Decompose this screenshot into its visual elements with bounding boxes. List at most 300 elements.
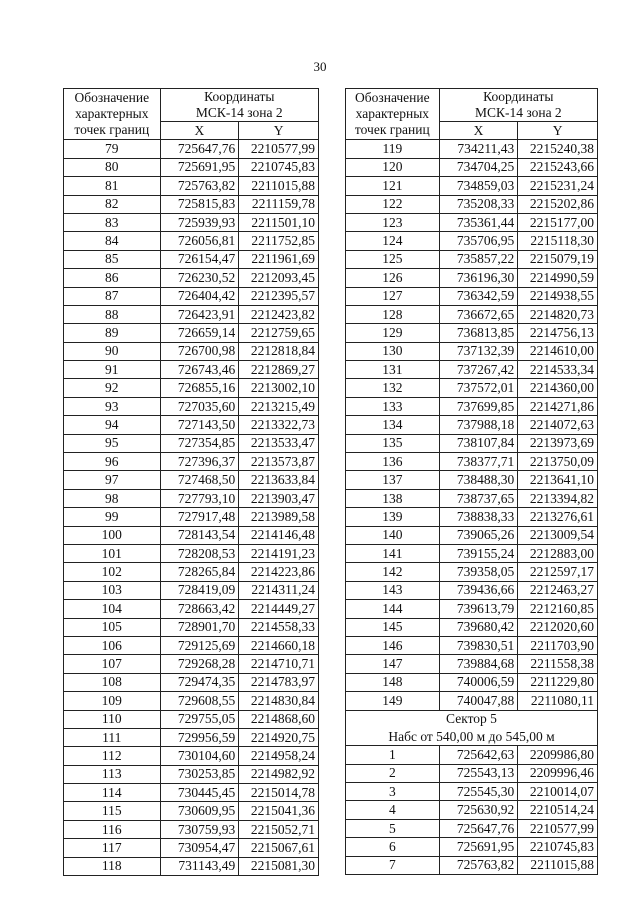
point-id: 110 — [64, 710, 161, 728]
table-row — [346, 471, 598, 489]
point-id: 143 — [346, 581, 440, 599]
point-id: 98 — [64, 489, 161, 507]
point-id: 138 — [346, 489, 440, 507]
table-row — [64, 305, 319, 323]
point-id: 144 — [346, 600, 440, 618]
table-row — [346, 508, 598, 526]
coord-y: 2211752,85 — [239, 232, 319, 250]
coord-x: 735857,22 — [439, 250, 518, 268]
coord-y: 2212463,27 — [518, 581, 598, 599]
table-row — [346, 324, 598, 342]
table-row — [346, 250, 598, 268]
table-row — [64, 618, 319, 636]
coord-y: 2209986,80 — [518, 746, 598, 764]
point-id: 121 — [346, 177, 440, 195]
point-id: 128 — [346, 305, 440, 323]
coord-y: 2212597,17 — [518, 563, 598, 581]
coord-y: 2214610,00 — [518, 342, 598, 360]
coord-y: 2214146,48 — [239, 526, 319, 544]
point-id: 122 — [346, 195, 440, 213]
coord-y: 2214710,71 — [239, 655, 319, 673]
point-id: 93 — [64, 397, 161, 415]
coord-y: 2214660,18 — [239, 636, 319, 654]
header-coordinates: Координаты МСК-14 зона 2 — [160, 89, 318, 122]
table-row — [64, 489, 319, 507]
table-row — [346, 140, 598, 158]
coord-y: 2213633,84 — [239, 471, 319, 489]
coord-x: 739358,05 — [439, 563, 518, 581]
coord-y: 2215202,86 — [518, 195, 598, 213]
coord-y: 2215081,30 — [239, 857, 319, 875]
coord-x: 737699,85 — [439, 397, 518, 415]
coord-x: 730609,95 — [160, 802, 239, 820]
table-row — [64, 434, 319, 452]
table-row — [64, 508, 319, 526]
point-id: 92 — [64, 379, 161, 397]
table-row — [64, 269, 319, 287]
coord-x: 736672,65 — [439, 305, 518, 323]
table-row — [64, 342, 319, 360]
coord-y: 2215041,36 — [239, 802, 319, 820]
table-row — [346, 801, 598, 819]
table-row — [64, 379, 319, 397]
coord-x: 726423,91 — [160, 305, 239, 323]
point-id: 102 — [64, 563, 161, 581]
table-row — [64, 471, 319, 489]
table-row — [64, 287, 319, 305]
table-row — [346, 232, 598, 250]
point-id: 132 — [346, 379, 440, 397]
table-row — [64, 361, 319, 379]
coord-x: 738838,33 — [439, 508, 518, 526]
coord-x: 739065,26 — [439, 526, 518, 544]
point-id: 120 — [346, 158, 440, 176]
header-coordinates: Координаты МСК-14 зона 2 — [439, 89, 597, 122]
coord-x: 736813,85 — [439, 324, 518, 342]
coord-x: 725763,82 — [439, 856, 518, 874]
point-id: 90 — [64, 342, 161, 360]
coord-x: 735208,33 — [439, 195, 518, 213]
coord-y: 2213750,09 — [518, 453, 598, 471]
point-id: 7 — [346, 856, 440, 874]
coord-y: 2213215,49 — [239, 397, 319, 415]
point-id: 136 — [346, 453, 440, 471]
coord-y: 2210514,24 — [518, 801, 598, 819]
coord-x: 739830,51 — [439, 636, 518, 654]
table-row — [346, 600, 598, 618]
point-id: 91 — [64, 361, 161, 379]
coord-y: 2214311,24 — [239, 581, 319, 599]
coord-y: 2215177,00 — [518, 213, 598, 231]
coord-x: 725939,93 — [160, 213, 239, 231]
point-id: 96 — [64, 453, 161, 471]
coord-x: 727396,37 — [160, 453, 239, 471]
coord-y: 2212869,27 — [239, 361, 319, 379]
table-row — [346, 544, 598, 562]
point-id: 86 — [64, 269, 161, 287]
coord-y: 2214990,59 — [518, 269, 598, 287]
coord-y: 2214982,92 — [239, 765, 319, 783]
coord-x: 727143,50 — [160, 416, 239, 434]
coord-y: 2214191,23 — [239, 544, 319, 562]
coord-y: 2213009,54 — [518, 526, 598, 544]
coord-y: 2212395,57 — [239, 287, 319, 305]
coord-x: 725647,76 — [160, 140, 239, 158]
coord-x: 725545,30 — [439, 783, 518, 801]
coord-y: 2211159,78 — [239, 195, 319, 213]
point-id: 124 — [346, 232, 440, 250]
coord-x: 740047,88 — [439, 692, 518, 710]
sector-subtitle: Набс от 540,00 м до 545,00 м — [346, 728, 598, 746]
table-row — [346, 655, 598, 673]
coord-x: 736342,59 — [439, 287, 518, 305]
point-id: 115 — [64, 802, 161, 820]
table-row — [346, 563, 598, 581]
table-row — [346, 618, 598, 636]
coord-y: 2213322,73 — [239, 416, 319, 434]
table-row — [346, 195, 598, 213]
coord-y: 2211501,10 — [239, 213, 319, 231]
coord-x: 730104,60 — [160, 747, 239, 765]
coord-x: 725543,13 — [439, 764, 518, 782]
coord-y: 2212160,85 — [518, 600, 598, 618]
coord-y: 2214756,13 — [518, 324, 598, 342]
point-id: 99 — [64, 508, 161, 526]
coord-x: 737267,42 — [439, 361, 518, 379]
table-row — [346, 526, 598, 544]
coord-y: 2214223,86 — [239, 563, 319, 581]
point-id: 5 — [346, 819, 440, 837]
coord-x: 727354,85 — [160, 434, 239, 452]
point-id: 105 — [64, 618, 161, 636]
coord-y: 2215067,61 — [239, 839, 319, 857]
point-id: 4 — [346, 801, 440, 819]
table-row — [64, 195, 319, 213]
coord-y: 2212818,84 — [239, 342, 319, 360]
coord-y: 2212883,00 — [518, 544, 598, 562]
table-row — [64, 600, 319, 618]
coord-y: 2214072,63 — [518, 416, 598, 434]
coord-x: 735361,44 — [439, 213, 518, 231]
point-id: 104 — [64, 600, 161, 618]
coord-y: 2210577,99 — [239, 140, 319, 158]
table-row — [64, 765, 319, 783]
coord-y: 2211080,11 — [518, 692, 598, 710]
table-row — [346, 783, 598, 801]
coord-x: 730759,93 — [160, 820, 239, 838]
header-point-name: Обозначение характерных точек границ — [64, 89, 161, 140]
table-row — [346, 692, 598, 710]
header-y: Y — [518, 122, 598, 140]
point-id: 125 — [346, 250, 440, 268]
table-row — [64, 250, 319, 268]
right-table-body — [346, 140, 598, 875]
coord-y: 2215240,38 — [518, 140, 598, 158]
coord-y: 2209996,46 — [518, 764, 598, 782]
point-id: 139 — [346, 508, 440, 526]
point-id: 82 — [64, 195, 161, 213]
coord-x: 739436,66 — [439, 581, 518, 599]
coord-x: 726056,81 — [160, 232, 239, 250]
point-id: 131 — [346, 361, 440, 379]
table-row — [346, 269, 598, 287]
coord-x: 726855,16 — [160, 379, 239, 397]
point-id: 108 — [64, 673, 161, 691]
table-row — [64, 747, 319, 765]
coord-x: 738737,65 — [439, 489, 518, 507]
table-row — [346, 305, 598, 323]
point-id: 111 — [64, 728, 161, 746]
coord-y: 2215243,66 — [518, 158, 598, 176]
coord-x: 725630,92 — [439, 801, 518, 819]
point-id: 107 — [64, 655, 161, 673]
table-row — [64, 213, 319, 231]
coord-y: 2210745,83 — [518, 838, 598, 856]
coord-x: 729608,55 — [160, 692, 239, 710]
point-id: 95 — [64, 434, 161, 452]
coord-y: 2213573,87 — [239, 453, 319, 471]
table-row — [346, 158, 598, 176]
table-row — [64, 453, 319, 471]
coord-y: 2212093,45 — [239, 269, 319, 287]
table-row — [346, 581, 598, 599]
left-table-body — [64, 140, 319, 876]
coord-x: 734859,03 — [439, 177, 518, 195]
point-id: 146 — [346, 636, 440, 654]
table-row — [346, 342, 598, 360]
table-row — [64, 397, 319, 415]
coord-y: 2214820,73 — [518, 305, 598, 323]
coord-x: 728901,70 — [160, 618, 239, 636]
coord-x: 739155,24 — [439, 544, 518, 562]
coord-x: 725691,95 — [160, 158, 239, 176]
coord-y: 2215052,71 — [239, 820, 319, 838]
coord-x: 726743,46 — [160, 361, 239, 379]
coord-y: 2214868,60 — [239, 710, 319, 728]
table-row — [64, 158, 319, 176]
point-id: 81 — [64, 177, 161, 195]
point-id: 80 — [64, 158, 161, 176]
point-id: 1 — [346, 746, 440, 764]
coord-y: 2211015,88 — [239, 177, 319, 195]
coord-x: 727917,48 — [160, 508, 239, 526]
coord-x: 725647,76 — [439, 819, 518, 837]
coord-y: 2213533,47 — [239, 434, 319, 452]
coord-x: 726230,52 — [160, 269, 239, 287]
table-row — [346, 673, 598, 691]
coord-y: 2215014,78 — [239, 784, 319, 802]
coord-x: 740006,59 — [439, 673, 518, 691]
point-id: 140 — [346, 526, 440, 544]
point-id: 137 — [346, 471, 440, 489]
header-x: X — [439, 122, 518, 140]
coord-x: 730253,85 — [160, 765, 239, 783]
coord-y: 2214783,97 — [239, 673, 319, 691]
point-id: 129 — [346, 324, 440, 342]
point-id: 79 — [64, 140, 161, 158]
coord-y: 2211558,38 — [518, 655, 598, 673]
table-row — [64, 177, 319, 195]
point-id: 118 — [64, 857, 161, 875]
point-id: 112 — [64, 747, 161, 765]
coord-x: 728265,84 — [160, 563, 239, 581]
point-id: 97 — [64, 471, 161, 489]
point-id: 87 — [64, 287, 161, 305]
table-row — [346, 213, 598, 231]
coord-y: 2213394,82 — [518, 489, 598, 507]
table-row — [64, 636, 319, 654]
coord-x: 726659,14 — [160, 324, 239, 342]
coord-y: 2215231,24 — [518, 177, 598, 195]
table-row — [64, 673, 319, 691]
table-row — [64, 692, 319, 710]
point-id: 88 — [64, 305, 161, 323]
coord-y: 2214958,24 — [239, 747, 319, 765]
table-row — [346, 819, 598, 837]
point-id: 145 — [346, 618, 440, 636]
point-id: 106 — [64, 636, 161, 654]
coord-y: 2215118,30 — [518, 232, 598, 250]
point-id: 100 — [64, 526, 161, 544]
point-id: 101 — [64, 544, 161, 562]
coord-x: 730445,45 — [160, 784, 239, 802]
point-id: 142 — [346, 563, 440, 581]
table-row — [64, 857, 319, 875]
coord-x: 725642,63 — [439, 746, 518, 764]
coord-y: 2212759,65 — [239, 324, 319, 342]
point-id: 114 — [64, 784, 161, 802]
coord-y: 2214830,84 — [239, 692, 319, 710]
table-row — [64, 324, 319, 342]
coord-y: 2211229,80 — [518, 673, 598, 691]
coord-x: 730954,47 — [160, 839, 239, 857]
point-id: 2 — [346, 764, 440, 782]
table-row — [346, 838, 598, 856]
coord-y: 2214938,55 — [518, 287, 598, 305]
coord-y: 2213973,69 — [518, 434, 598, 452]
coord-x: 729268,28 — [160, 655, 239, 673]
coord-x: 737572,01 — [439, 379, 518, 397]
point-id: 89 — [64, 324, 161, 342]
coord-x: 728663,42 — [160, 600, 239, 618]
coord-y: 2211015,88 — [518, 856, 598, 874]
point-id: 3 — [346, 783, 440, 801]
point-id: 84 — [64, 232, 161, 250]
coord-y: 2214360,00 — [518, 379, 598, 397]
coord-x: 735706,95 — [439, 232, 518, 250]
point-id: 123 — [346, 213, 440, 231]
coord-y: 2212423,82 — [239, 305, 319, 323]
coord-x: 736196,30 — [439, 269, 518, 287]
coord-y: 2214271,86 — [518, 397, 598, 415]
table-row — [64, 232, 319, 250]
coord-x: 729755,05 — [160, 710, 239, 728]
coord-y: 2214920,75 — [239, 728, 319, 746]
table-row — [64, 784, 319, 802]
coord-x: 739613,79 — [439, 600, 518, 618]
coord-y: 2210577,99 — [518, 819, 598, 837]
table-row — [346, 361, 598, 379]
coord-x: 728208,53 — [160, 544, 239, 562]
coordinates-table-right — [345, 88, 598, 875]
coord-x: 738107,84 — [439, 434, 518, 452]
coord-x: 725815,83 — [160, 195, 239, 213]
coord-x: 725691,95 — [439, 838, 518, 856]
coord-y: 2212020,60 — [518, 618, 598, 636]
coord-x: 737132,39 — [439, 342, 518, 360]
point-id: 83 — [64, 213, 161, 231]
coord-y: 2214558,33 — [239, 618, 319, 636]
table-row — [346, 636, 598, 654]
coord-x: 728419,09 — [160, 581, 239, 599]
coord-x: 739884,68 — [439, 655, 518, 673]
table-row — [64, 563, 319, 581]
table-row — [64, 655, 319, 673]
coord-y: 2213276,61 — [518, 508, 598, 526]
coord-y: 2213903,47 — [239, 489, 319, 507]
page-number: 30 — [313, 59, 327, 74]
table-row — [346, 746, 598, 764]
coord-y: 2210014,07 — [518, 783, 598, 801]
point-id: 117 — [64, 839, 161, 857]
coord-x: 727468,50 — [160, 471, 239, 489]
point-id: 119 — [346, 140, 440, 158]
point-id: 147 — [346, 655, 440, 673]
table-row — [64, 710, 319, 728]
coord-x: 726154,47 — [160, 250, 239, 268]
coord-y: 2214449,27 — [239, 600, 319, 618]
coord-y: 2211961,69 — [239, 250, 319, 268]
coord-y: 2210745,83 — [239, 158, 319, 176]
coord-x: 734211,43 — [439, 140, 518, 158]
coord-x: 739680,42 — [439, 618, 518, 636]
header-y: Y — [239, 122, 319, 140]
table-row — [346, 453, 598, 471]
point-id: 103 — [64, 581, 161, 599]
table-row — [346, 764, 598, 782]
point-id: 134 — [346, 416, 440, 434]
table-row — [64, 416, 319, 434]
coord-x: 726404,42 — [160, 287, 239, 305]
point-id: 149 — [346, 692, 440, 710]
coord-x: 725763,82 — [160, 177, 239, 195]
table-row — [346, 416, 598, 434]
point-id: 148 — [346, 673, 440, 691]
point-id: 127 — [346, 287, 440, 305]
point-id: 141 — [346, 544, 440, 562]
point-id: 85 — [64, 250, 161, 268]
point-id: 130 — [346, 342, 440, 360]
point-id: 94 — [64, 416, 161, 434]
sector-title: Сектор 5 — [346, 710, 598, 728]
point-id: 109 — [64, 692, 161, 710]
table-row — [64, 140, 319, 158]
coord-x: 729125,69 — [160, 636, 239, 654]
table-row — [64, 802, 319, 820]
coord-y: 2215079,19 — [518, 250, 598, 268]
point-id: 113 — [64, 765, 161, 783]
table-row — [346, 379, 598, 397]
coord-x: 734704,25 — [439, 158, 518, 176]
coord-y: 2213989,58 — [239, 508, 319, 526]
coord-x: 737988,18 — [439, 416, 518, 434]
table-row — [64, 581, 319, 599]
coord-x: 726700,98 — [160, 342, 239, 360]
point-id: 6 — [346, 838, 440, 856]
table-row — [346, 489, 598, 507]
table-row — [346, 434, 598, 452]
coord-x: 727035,60 — [160, 397, 239, 415]
